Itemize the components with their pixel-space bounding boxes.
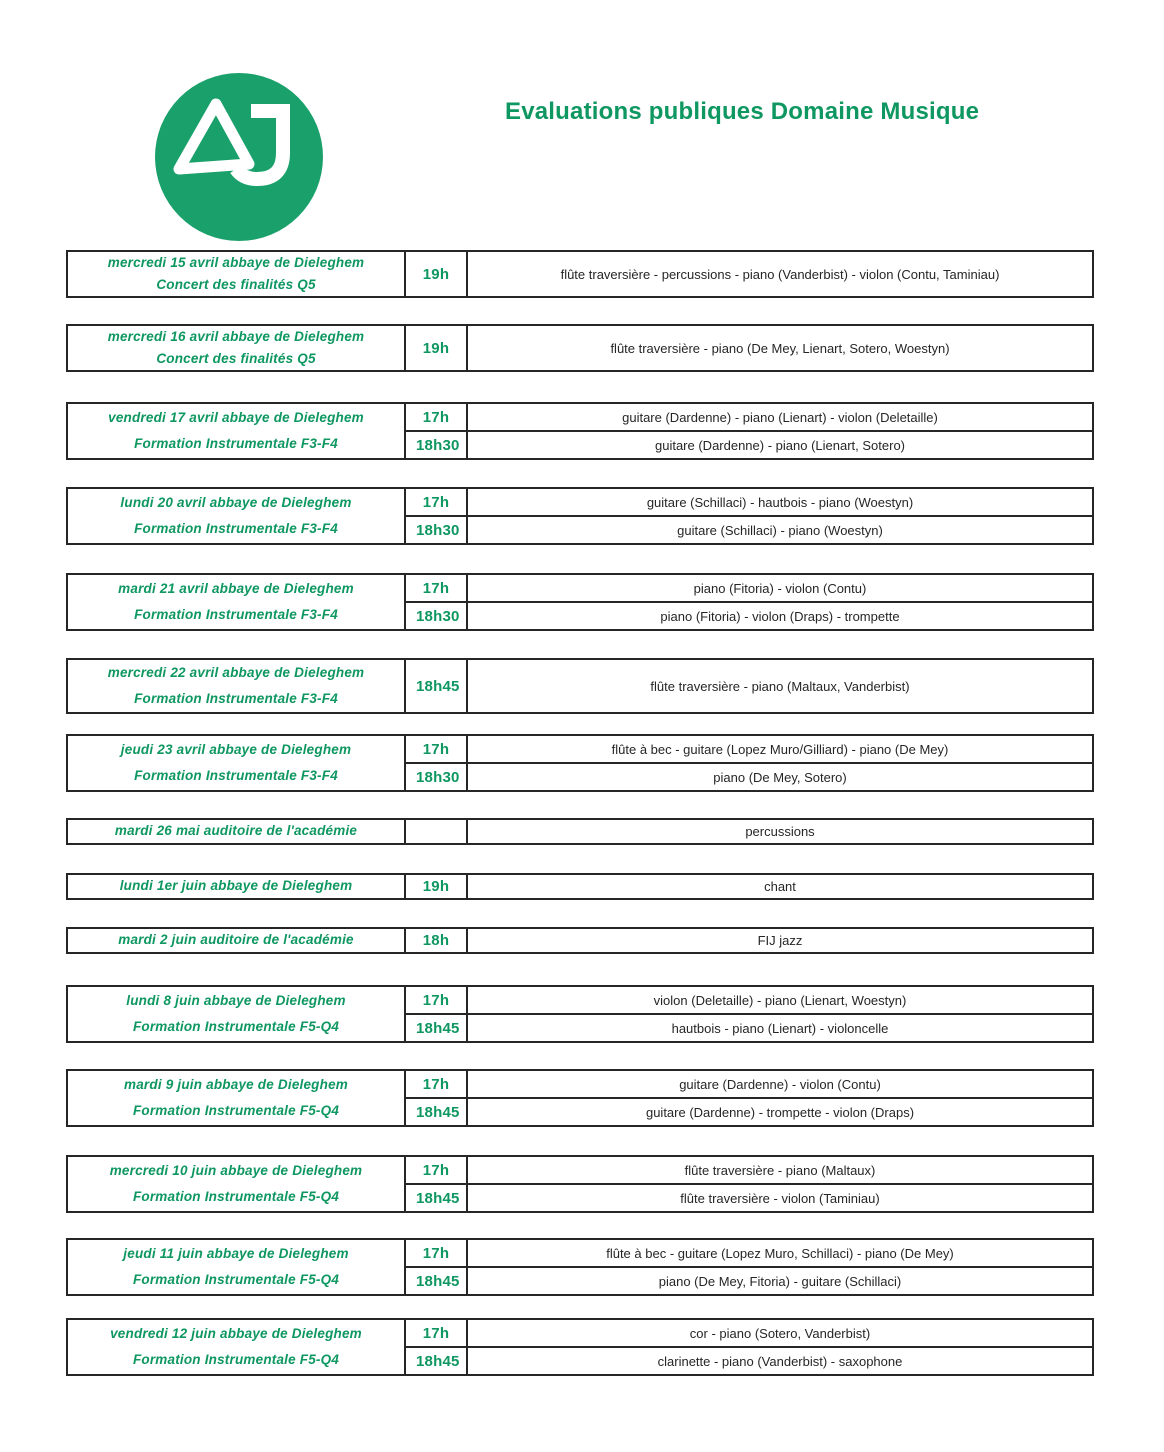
schedule-block (66, 734, 1094, 792)
date-line-1: mercredi 22 avril abbaye de Dieleghem (107, 664, 365, 680)
date-cell (67, 735, 405, 791)
schedule-block (66, 818, 1094, 845)
program-cell: cor - piano (Sotero, Vanderbist) (467, 1319, 1093, 1347)
schedule-block (66, 487, 1094, 545)
aj-logo-icon (155, 73, 323, 241)
program-cell: flûte traversière - violon (Taminiau) (467, 1184, 1093, 1212)
schedule-block (66, 873, 1094, 900)
time-cell: 18h30 (405, 602, 467, 630)
date-cell (67, 1156, 405, 1212)
program-cell: guitare (Dardenne) - violon (Contu) (467, 1070, 1093, 1098)
date-line-1: mardi 9 juin abbaye de Dieleghem (124, 1076, 348, 1092)
time-cell: 18h30 (405, 516, 467, 544)
date-line-1: jeudi 11 juin abbaye de Dieleghem (123, 1245, 349, 1261)
program-cell: piano (Fitoria) - violon (Draps) - trompette (467, 602, 1093, 630)
date-cell (67, 574, 405, 630)
time-cell: 18h45 (405, 1014, 467, 1042)
date-cell (67, 251, 405, 297)
program-cell: guitare (Schillaci) - piano (Woestyn) (467, 516, 1093, 544)
program-cell: chant (467, 874, 1093, 899)
time-cell: 18h45 (405, 1267, 467, 1295)
program-cell: piano (De Mey, Sotero) (467, 763, 1093, 791)
date-cell: mardi 26 mai auditoire de l'académie (67, 819, 405, 844)
program-cell: guitare (Dardenne) - piano (Lienart, Sotero) (467, 431, 1093, 459)
date-line-2: Formation Instrumentale F5-Q4 (132, 1188, 340, 1204)
program-cell: hautbois - piano (Lienart) - violoncelle (467, 1014, 1093, 1042)
schedule-block (66, 658, 1094, 714)
time-cell: 18h45 (405, 1098, 467, 1126)
program-cell: flûte traversière - piano (Maltaux) (467, 1156, 1093, 1184)
program-cell: clarinette - piano (Vanderbist) - saxophone (467, 1347, 1093, 1375)
program-cell: flûte à bec - guitare (Lopez Muro, Schillaci) - piano (De Mey) (467, 1239, 1093, 1267)
time-cell: 17h (405, 1070, 467, 1098)
program-cell: guitare (Dardenne) - piano (Lienart) - violon (Deletaille) (467, 403, 1093, 431)
date-line-2: Formation Instrumentale F3-F4 (134, 767, 338, 783)
time-cell: 18h45 (405, 659, 467, 713)
program-cell: flûte traversière - piano (De Mey, Lienart, Sotero, Woestyn) (467, 325, 1093, 371)
date-cell: lundi 1er juin abbaye de Dieleghem (67, 874, 405, 899)
schedule-block (66, 1069, 1094, 1127)
date-cell (67, 1319, 405, 1375)
schedule-block (66, 1238, 1094, 1296)
time-cell: 17h (405, 1239, 467, 1267)
time-cell: 19h (405, 874, 467, 899)
date-line-2: Formation Instrumentale F5-Q4 (132, 1018, 340, 1034)
date-line-1: mardi 21 avril abbaye de Dieleghem (118, 580, 354, 596)
time-cell: 17h (405, 403, 467, 431)
schedule-block (66, 573, 1094, 631)
date-line-1: vendredi 12 juin abbaye de Dieleghem (110, 1325, 362, 1341)
date-line-1: lundi 20 avril abbaye de Dieleghem (120, 494, 352, 510)
program-cell: flûte traversière - piano (Maltaux, Vanderbist) (467, 659, 1093, 713)
date-cell (67, 403, 405, 459)
date-line-2: Formation Instrumentale F3-F4 (134, 606, 338, 622)
program-cell: FIJ jazz (467, 928, 1093, 953)
date-cell (67, 986, 405, 1042)
program-cell: piano (De Mey, Fitoria) - guitare (Schillaci) (467, 1267, 1093, 1295)
time-cell: 17h (405, 488, 467, 516)
time-cell: 17h (405, 1319, 467, 1347)
time-cell: 17h (405, 735, 467, 763)
time-cell: 19h (405, 251, 467, 297)
date-cell (67, 659, 405, 713)
time-cell (405, 819, 467, 844)
date-line-1: vendredi 17 avril abbaye de Dieleghem (108, 409, 364, 425)
date-line-2: Formation Instrumentale F3-F4 (134, 690, 338, 706)
date-cell (67, 325, 405, 371)
time-cell: 17h (405, 986, 467, 1014)
date-line-1: jeudi 23 avril abbaye de Dieleghem (120, 741, 352, 757)
time-cell: 17h (405, 1156, 467, 1184)
date-line-2: Concert des finalités Q5 (156, 350, 316, 366)
time-cell: 18h30 (405, 763, 467, 791)
schedule-block (66, 1155, 1094, 1213)
program-cell: flûte traversière - percussions - piano (Vanderbist) - violon (Contu, Taminiau) (467, 251, 1093, 297)
time-cell: 19h (405, 325, 467, 371)
date-cell (67, 488, 405, 544)
page-title: Evaluations publiques Domaine Musique (505, 98, 980, 125)
date-line-2: Formation Instrumentale F5-Q4 (132, 1271, 340, 1287)
time-cell: 18h45 (405, 1184, 467, 1212)
date-line-2: Concert des finalités Q5 (156, 276, 316, 292)
schedule-block (66, 1318, 1094, 1376)
program-cell: percussions (467, 819, 1093, 844)
time-cell: 18h45 (405, 1347, 467, 1375)
date-line-1: mercredi 16 avril abbaye de Dieleghem (107, 328, 365, 344)
time-cell: 17h (405, 574, 467, 602)
schedule-block (66, 927, 1094, 954)
program-cell: guitare (Dardenne) - trompette - violon (Draps) (467, 1098, 1093, 1126)
date-line-2: Formation Instrumentale F5-Q4 (132, 1351, 340, 1367)
schedule-block (66, 250, 1094, 298)
program-cell: violon (Deletaille) - piano (Lienart, Woestyn) (467, 986, 1093, 1014)
date-cell (67, 1070, 405, 1126)
date-line-1: mercredi 10 juin abbaye de Dieleghem (109, 1162, 363, 1178)
schedule-block (66, 402, 1094, 460)
schedule-block (66, 985, 1094, 1043)
date-line-1: mercredi 15 avril abbaye de Dieleghem (107, 254, 365, 270)
program-cell: piano (Fitoria) - violon (Contu) (467, 574, 1093, 602)
date-cell: mardi 2 juin auditoire de l'académie (67, 928, 405, 953)
program-cell: guitare (Schillaci) - hautbois - piano (Woestyn) (467, 488, 1093, 516)
date-cell (67, 1239, 405, 1295)
time-cell: 18h30 (405, 431, 467, 459)
date-line-1: lundi 8 juin abbaye de Dieleghem (126, 992, 346, 1008)
schedule-block (66, 324, 1094, 372)
date-line-2: Formation Instrumentale F3-F4 (134, 435, 338, 451)
time-cell: 18h (405, 928, 467, 953)
date-line-2: Formation Instrumentale F5-Q4 (132, 1102, 340, 1118)
date-line-2: Formation Instrumentale F3-F4 (134, 520, 338, 536)
program-cell: flûte à bec - guitare (Lopez Muro/Gilliard) - piano (De Mey) (467, 735, 1093, 763)
